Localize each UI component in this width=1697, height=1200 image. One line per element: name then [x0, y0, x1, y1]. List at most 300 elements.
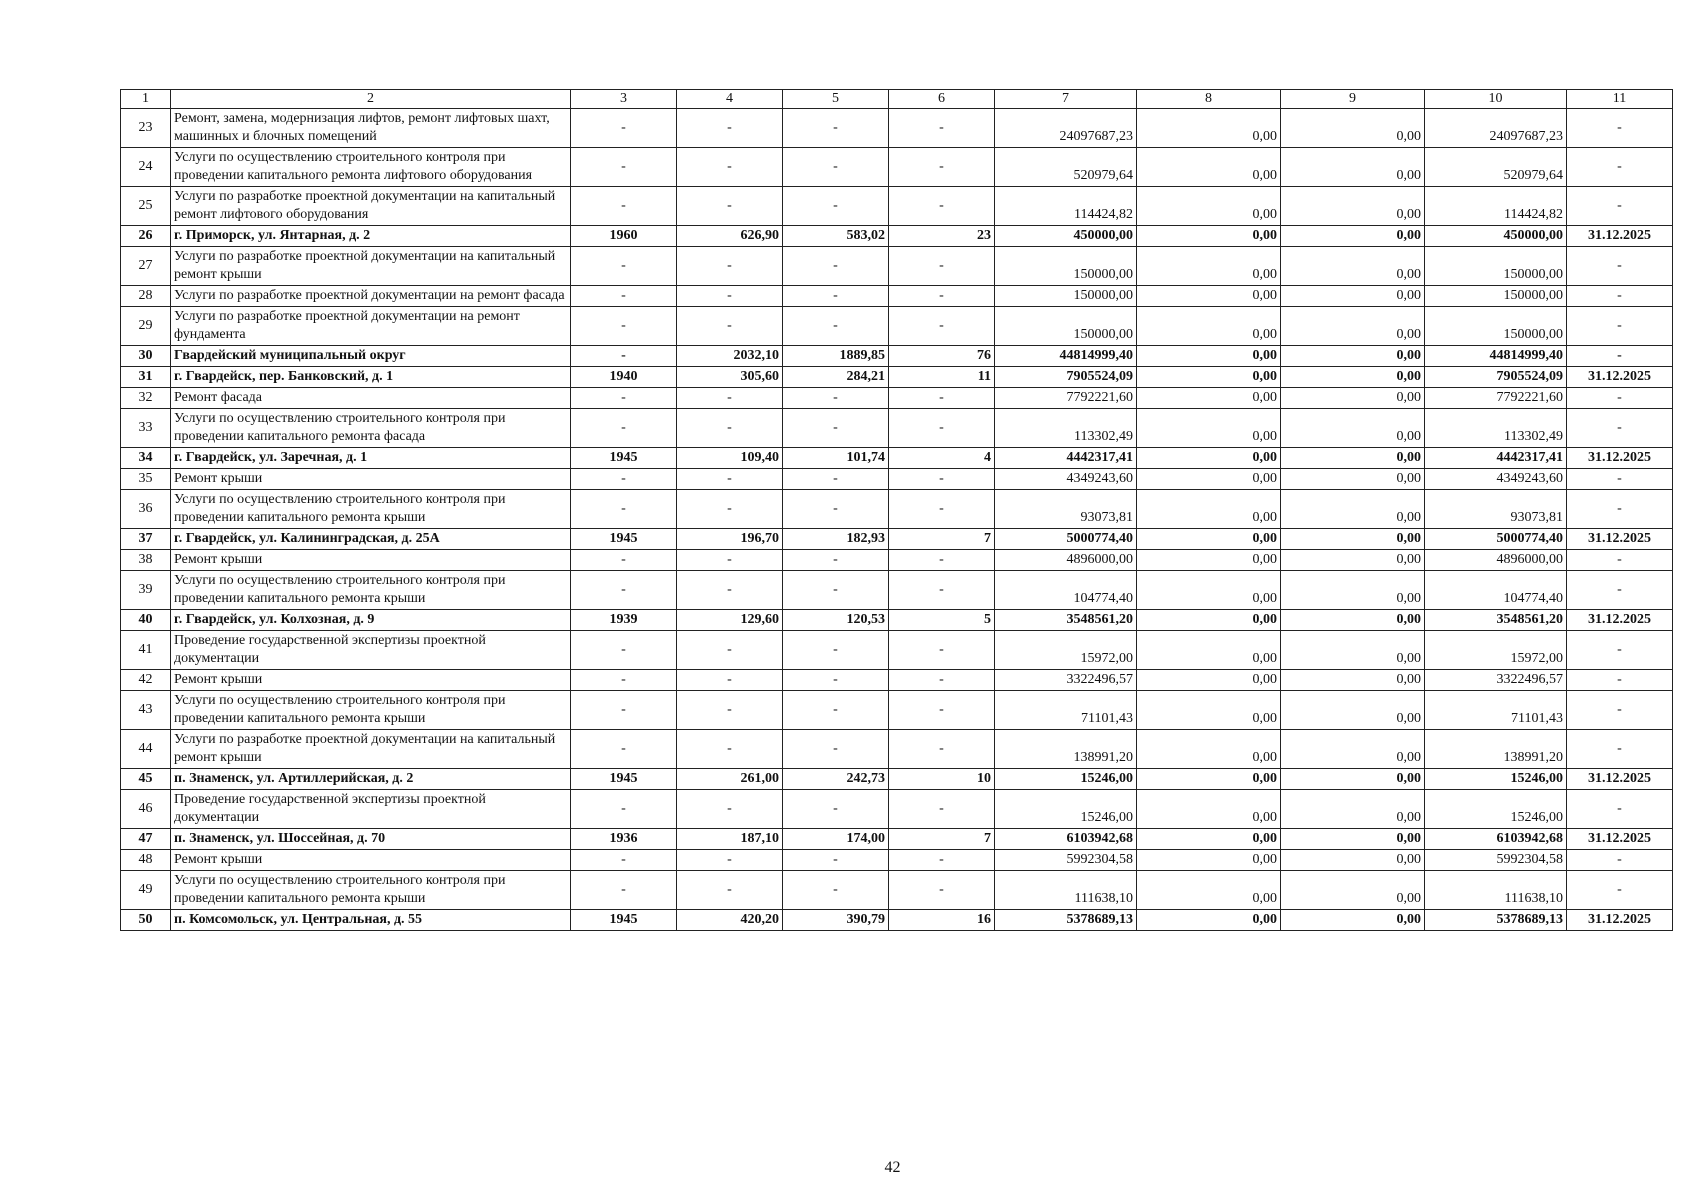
col4-cell: -: [677, 187, 783, 226]
col10-cell: 520979,64: [1425, 148, 1567, 187]
col11-cell: 31.12.2025: [1567, 367, 1673, 388]
col11-cell: 31.12.2025: [1567, 610, 1673, 631]
col3-cell: -: [571, 148, 677, 187]
column-number-header: 9: [1281, 90, 1425, 109]
col6-cell: -: [889, 790, 995, 829]
col11-cell: 31.12.2025: [1567, 910, 1673, 931]
item-name-cell: Услуги по осуществлению строительного контроля при проведении капитального ремонта фасада: [171, 409, 571, 448]
col5-cell: -: [783, 307, 889, 346]
table-row: [121, 409, 1673, 448]
col11-cell: -: [1567, 670, 1673, 691]
col8-cell: 0,00: [1137, 490, 1281, 529]
col11-cell: 31.12.2025: [1567, 829, 1673, 850]
col6-cell: -: [889, 571, 995, 610]
row-number-cell: 50: [121, 910, 171, 931]
item-name-cell: Ремонт фасада: [171, 388, 571, 409]
col9-cell: 0,00: [1281, 670, 1425, 691]
col3-cell: -: [571, 409, 677, 448]
table-row: [121, 730, 1673, 769]
col10-cell: 111638,10: [1425, 871, 1567, 910]
col7-cell: 4349243,60: [995, 469, 1137, 490]
col5-cell: 390,79: [783, 910, 889, 931]
col3-cell: 1960: [571, 226, 677, 247]
col11-cell: 31.12.2025: [1567, 769, 1673, 790]
col8-cell: 0,00: [1137, 109, 1281, 148]
col8-cell: 0,00: [1137, 187, 1281, 226]
col4-cell: -: [677, 670, 783, 691]
col7-cell: 150000,00: [995, 307, 1137, 346]
col5-cell: 284,21: [783, 367, 889, 388]
row-number-cell: 40: [121, 610, 171, 631]
col6-cell: -: [889, 490, 995, 529]
col9-cell: 0,00: [1281, 247, 1425, 286]
col4-cell: -: [677, 691, 783, 730]
col4-cell: 129,60: [677, 610, 783, 631]
item-name-cell: Ремонт крыши: [171, 670, 571, 691]
row-number-cell: 43: [121, 691, 171, 730]
table-row: [121, 346, 1673, 367]
col5-cell: -: [783, 871, 889, 910]
item-name-cell: Услуги по разработке проектной документации на капитальный ремонт крыши: [171, 730, 571, 769]
item-name-cell: Проведение государственной экспертизы проектной документации: [171, 631, 571, 670]
col11-cell: -: [1567, 850, 1673, 871]
col4-cell: 109,40: [677, 448, 783, 469]
col11-cell: -: [1567, 409, 1673, 448]
col4-cell: -: [677, 730, 783, 769]
col8-cell: 0,00: [1137, 226, 1281, 247]
col8-cell: 0,00: [1137, 871, 1281, 910]
col6-cell: -: [889, 247, 995, 286]
row-number-cell: 31: [121, 367, 171, 388]
col6-cell: 7: [889, 529, 995, 550]
col11-cell: -: [1567, 109, 1673, 148]
col8-cell: 0,00: [1137, 307, 1281, 346]
col5-cell: -: [783, 790, 889, 829]
col9-cell: 0,00: [1281, 850, 1425, 871]
col8-cell: 0,00: [1137, 367, 1281, 388]
col8-cell: 0,00: [1137, 610, 1281, 631]
col9-cell: 0,00: [1281, 610, 1425, 631]
col6-cell: -: [889, 187, 995, 226]
col5-cell: -: [783, 670, 889, 691]
item-name-cell: г. Приморск, ул. Янтарная, д. 2: [171, 226, 571, 247]
col4-cell: 261,00: [677, 769, 783, 790]
col7-cell: 114424,82: [995, 187, 1137, 226]
col11-cell: -: [1567, 730, 1673, 769]
col8-cell: 0,00: [1137, 346, 1281, 367]
column-number-header: 6: [889, 90, 995, 109]
col6-cell: -: [889, 850, 995, 871]
col10-cell: 7792221,60: [1425, 388, 1567, 409]
col4-cell: -: [677, 490, 783, 529]
item-name-cell: г. Гвардейск, пер. Банковский, д. 1: [171, 367, 571, 388]
col9-cell: 0,00: [1281, 730, 1425, 769]
col6-cell: -: [889, 670, 995, 691]
table-row: [121, 247, 1673, 286]
column-number-header: 5: [783, 90, 889, 109]
col5-cell: -: [783, 691, 889, 730]
col5-cell: 182,93: [783, 529, 889, 550]
col11-cell: -: [1567, 871, 1673, 910]
page-number: 42: [884, 1159, 901, 1176]
row-number-cell: 48: [121, 850, 171, 871]
col8-cell: 0,00: [1137, 286, 1281, 307]
col10-cell: 44814999,40: [1425, 346, 1567, 367]
col9-cell: 0,00: [1281, 346, 1425, 367]
table-row: [121, 850, 1673, 871]
table-row: [121, 910, 1673, 931]
col7-cell: 113302,49: [995, 409, 1137, 448]
item-name-cell: Услуги по осуществлению строительного контроля при проведении капитального ремонта лифтового оборудования: [171, 148, 571, 187]
col9-cell: 0,00: [1281, 226, 1425, 247]
row-number-cell: 45: [121, 769, 171, 790]
col10-cell: 15246,00: [1425, 769, 1567, 790]
col8-cell: 0,00: [1137, 850, 1281, 871]
col6-cell: 76: [889, 346, 995, 367]
col9-cell: 0,00: [1281, 691, 1425, 730]
table-row: [121, 286, 1673, 307]
col4-cell: -: [677, 571, 783, 610]
col3-cell: -: [571, 850, 677, 871]
col6-cell: 23: [889, 226, 995, 247]
col3-cell: -: [571, 790, 677, 829]
col9-cell: 0,00: [1281, 490, 1425, 529]
table-row: [121, 109, 1673, 148]
col8-cell: 0,00: [1137, 550, 1281, 571]
col5-cell: -: [783, 730, 889, 769]
col8-cell: 0,00: [1137, 790, 1281, 829]
row-number-cell: 30: [121, 346, 171, 367]
col9-cell: 0,00: [1281, 829, 1425, 850]
col5-cell: -: [783, 571, 889, 610]
col5-cell: -: [783, 388, 889, 409]
col8-cell: 0,00: [1137, 730, 1281, 769]
col6-cell: -: [889, 148, 995, 187]
row-number-cell: 33: [121, 409, 171, 448]
col7-cell: 44814999,40: [995, 346, 1137, 367]
col3-cell: -: [571, 346, 677, 367]
item-name-cell: Услуги по разработке проектной документации на капитальный ремонт лифтового оборудования: [171, 187, 571, 226]
col4-cell: -: [677, 109, 783, 148]
item-name-cell: г. Гвардейск, ул. Заречная, д. 1: [171, 448, 571, 469]
col11-cell: 31.12.2025: [1567, 529, 1673, 550]
col9-cell: 0,00: [1281, 187, 1425, 226]
col7-cell: 4442317,41: [995, 448, 1137, 469]
col10-cell: 4349243,60: [1425, 469, 1567, 490]
col9-cell: 0,00: [1281, 307, 1425, 346]
col9-cell: 0,00: [1281, 286, 1425, 307]
col3-cell: -: [571, 247, 677, 286]
item-name-cell: п. Знаменск, ул. Артиллерийская, д. 2: [171, 769, 571, 790]
row-number-cell: 26: [121, 226, 171, 247]
item-name-cell: г. Гвардейск, ул. Калининградская, д. 25А: [171, 529, 571, 550]
col9-cell: 0,00: [1281, 550, 1425, 571]
col5-cell: -: [783, 850, 889, 871]
col8-cell: 0,00: [1137, 448, 1281, 469]
col9-cell: 0,00: [1281, 469, 1425, 490]
col6-cell: 16: [889, 910, 995, 931]
col10-cell: 138991,20: [1425, 730, 1567, 769]
col7-cell: 93073,81: [995, 490, 1137, 529]
table-row: [121, 790, 1673, 829]
col5-cell: -: [783, 490, 889, 529]
col5-cell: 174,00: [783, 829, 889, 850]
item-name-cell: Ремонт крыши: [171, 469, 571, 490]
col7-cell: 6103942,68: [995, 829, 1137, 850]
col5-cell: 120,53: [783, 610, 889, 631]
col9-cell: 0,00: [1281, 571, 1425, 610]
col7-cell: 520979,64: [995, 148, 1137, 187]
table-row: [121, 631, 1673, 670]
col7-cell: 3322496,57: [995, 670, 1137, 691]
col8-cell: 0,00: [1137, 148, 1281, 187]
col6-cell: -: [889, 409, 995, 448]
col6-cell: -: [889, 730, 995, 769]
col7-cell: 15246,00: [995, 790, 1137, 829]
row-number-cell: 34: [121, 448, 171, 469]
col10-cell: 150000,00: [1425, 247, 1567, 286]
col9-cell: 0,00: [1281, 631, 1425, 670]
col7-cell: 15972,00: [995, 631, 1137, 670]
row-number-cell: 41: [121, 631, 171, 670]
col6-cell: -: [889, 286, 995, 307]
row-number-cell: 23: [121, 109, 171, 148]
col10-cell: 5000774,40: [1425, 529, 1567, 550]
col4-cell: 626,90: [677, 226, 783, 247]
col5-cell: -: [783, 247, 889, 286]
item-name-cell: Услуги по осуществлению строительного контроля при проведении капитального ремонта крыши: [171, 691, 571, 730]
col4-cell: 305,60: [677, 367, 783, 388]
col4-cell: 196,70: [677, 529, 783, 550]
col4-cell: -: [677, 469, 783, 490]
col3-cell: -: [571, 631, 677, 670]
col8-cell: 0,00: [1137, 571, 1281, 610]
col8-cell: 0,00: [1137, 829, 1281, 850]
table-row: [121, 388, 1673, 409]
table-row: [121, 769, 1673, 790]
col3-cell: 1939: [571, 610, 677, 631]
col7-cell: 138991,20: [995, 730, 1137, 769]
col11-cell: -: [1567, 346, 1673, 367]
col4-cell: 420,20: [677, 910, 783, 931]
col5-cell: -: [783, 550, 889, 571]
column-number-header: 2: [171, 90, 571, 109]
col7-cell: 71101,43: [995, 691, 1137, 730]
column-number-header: 1: [121, 90, 171, 109]
col9-cell: 0,00: [1281, 148, 1425, 187]
col10-cell: 3548561,20: [1425, 610, 1567, 631]
col8-cell: 0,00: [1137, 247, 1281, 286]
item-name-cell: г. Гвардейск, ул. Колхозная, д. 9: [171, 610, 571, 631]
col9-cell: 0,00: [1281, 109, 1425, 148]
col11-cell: 31.12.2025: [1567, 448, 1673, 469]
table-row: [121, 490, 1673, 529]
col3-cell: 1945: [571, 910, 677, 931]
col6-cell: 7: [889, 829, 995, 850]
col9-cell: 0,00: [1281, 529, 1425, 550]
col10-cell: 104774,40: [1425, 571, 1567, 610]
col4-cell: -: [677, 850, 783, 871]
col10-cell: 71101,43: [1425, 691, 1567, 730]
row-number-cell: 32: [121, 388, 171, 409]
col4-cell: -: [677, 871, 783, 910]
row-number-cell: 47: [121, 829, 171, 850]
table-row: [121, 529, 1673, 550]
row-number-cell: 29: [121, 307, 171, 346]
col3-cell: -: [571, 307, 677, 346]
table-row: [121, 148, 1673, 187]
col7-cell: 150000,00: [995, 247, 1137, 286]
column-number-header: 8: [1137, 90, 1281, 109]
col3-cell: 1940: [571, 367, 677, 388]
column-number-header: 3: [571, 90, 677, 109]
item-name-cell: Ремонт крыши: [171, 850, 571, 871]
table-row: [121, 307, 1673, 346]
data-table: [120, 89, 1673, 931]
item-name-cell: Услуги по осуществлению строительного контроля при проведении капитального ремонта крыши: [171, 490, 571, 529]
col8-cell: 0,00: [1137, 388, 1281, 409]
item-name-cell: Проведение государственной экспертизы проектной документации: [171, 790, 571, 829]
item-name-cell: Ремонт крыши: [171, 550, 571, 571]
col9-cell: 0,00: [1281, 388, 1425, 409]
col10-cell: 15972,00: [1425, 631, 1567, 670]
table-row: [121, 550, 1673, 571]
col7-cell: 5000774,40: [995, 529, 1137, 550]
col5-cell: -: [783, 187, 889, 226]
col3-cell: -: [571, 388, 677, 409]
col11-cell: -: [1567, 307, 1673, 346]
col3-cell: 1945: [571, 769, 677, 790]
table-row: [121, 448, 1673, 469]
col9-cell: 0,00: [1281, 790, 1425, 829]
col5-cell: 1889,85: [783, 346, 889, 367]
col10-cell: 7905524,09: [1425, 367, 1567, 388]
table-row: [121, 469, 1673, 490]
col5-cell: -: [783, 409, 889, 448]
col6-cell: 10: [889, 769, 995, 790]
col3-cell: -: [571, 550, 677, 571]
column-number-header: 10: [1425, 90, 1567, 109]
col6-cell: 11: [889, 367, 995, 388]
item-name-cell: Услуги по разработке проектной документации на ремонт фундамента: [171, 307, 571, 346]
col10-cell: 113302,49: [1425, 409, 1567, 448]
col11-cell: -: [1567, 469, 1673, 490]
col4-cell: 2032,10: [677, 346, 783, 367]
col10-cell: 114424,82: [1425, 187, 1567, 226]
table-row: [121, 691, 1673, 730]
col11-cell: -: [1567, 790, 1673, 829]
col7-cell: 15246,00: [995, 769, 1137, 790]
col4-cell: -: [677, 550, 783, 571]
col11-cell: -: [1567, 571, 1673, 610]
item-name-cell: Услуги по разработке проектной документации на капитальный ремонт крыши: [171, 247, 571, 286]
column-number-header: 7: [995, 90, 1137, 109]
col3-cell: -: [571, 571, 677, 610]
col4-cell: -: [677, 409, 783, 448]
col8-cell: 0,00: [1137, 670, 1281, 691]
col7-cell: 5378689,13: [995, 910, 1137, 931]
col5-cell: -: [783, 469, 889, 490]
item-name-cell: Ремонт, замена, модернизация лифтов, ремонт лифтовых шахт, машинных и блочных помещений: [171, 109, 571, 148]
item-name-cell: Гвардейский муниципальный округ: [171, 346, 571, 367]
row-number-cell: 38: [121, 550, 171, 571]
col3-cell: -: [571, 286, 677, 307]
col8-cell: 0,00: [1137, 691, 1281, 730]
col3-cell: -: [571, 109, 677, 148]
col3-cell: -: [571, 871, 677, 910]
col6-cell: -: [889, 307, 995, 346]
col6-cell: 5: [889, 610, 995, 631]
col7-cell: 7792221,60: [995, 388, 1137, 409]
table-row: [121, 367, 1673, 388]
col10-cell: 93073,81: [1425, 490, 1567, 529]
col4-cell: -: [677, 286, 783, 307]
col4-cell: -: [677, 790, 783, 829]
col4-cell: -: [677, 388, 783, 409]
row-number-cell: 36: [121, 490, 171, 529]
col7-cell: 24097687,23: [995, 109, 1137, 148]
table-row: [121, 610, 1673, 631]
col7-cell: 5992304,58: [995, 850, 1137, 871]
col5-cell: 242,73: [783, 769, 889, 790]
col11-cell: -: [1567, 388, 1673, 409]
row-number-cell: 42: [121, 670, 171, 691]
col10-cell: 5378689,13: [1425, 910, 1567, 931]
table-row: [121, 226, 1673, 247]
col11-cell: -: [1567, 286, 1673, 307]
col8-cell: 0,00: [1137, 769, 1281, 790]
col9-cell: 0,00: [1281, 871, 1425, 910]
col6-cell: -: [889, 550, 995, 571]
col11-cell: -: [1567, 148, 1673, 187]
table-row: [121, 670, 1673, 691]
col9-cell: 0,00: [1281, 409, 1425, 448]
row-number-cell: 49: [121, 871, 171, 910]
col3-cell: -: [571, 670, 677, 691]
row-number-cell: 46: [121, 790, 171, 829]
col6-cell: -: [889, 388, 995, 409]
row-number-cell: 44: [121, 730, 171, 769]
col7-cell: 150000,00: [995, 286, 1137, 307]
col10-cell: 3322496,57: [1425, 670, 1567, 691]
col10-cell: 6103942,68: [1425, 829, 1567, 850]
col5-cell: 583,02: [783, 226, 889, 247]
row-number-cell: 35: [121, 469, 171, 490]
col11-cell: -: [1567, 550, 1673, 571]
col3-cell: -: [571, 490, 677, 529]
col7-cell: 450000,00: [995, 226, 1137, 247]
col4-cell: -: [677, 631, 783, 670]
col3-cell: -: [571, 187, 677, 226]
item-name-cell: Услуги по осуществлению строительного контроля при проведении капитального ремонта крыши: [171, 571, 571, 610]
table-row: [121, 187, 1673, 226]
item-name-cell: Услуги по осуществлению строительного контроля при проведении капитального ремонта крыши: [171, 871, 571, 910]
col9-cell: 0,00: [1281, 769, 1425, 790]
col6-cell: -: [889, 469, 995, 490]
col10-cell: 24097687,23: [1425, 109, 1567, 148]
col3-cell: -: [571, 730, 677, 769]
item-name-cell: п. Знаменск, ул. Шоссейная, д. 70: [171, 829, 571, 850]
col11-cell: -: [1567, 631, 1673, 670]
col10-cell: 5992304,58: [1425, 850, 1567, 871]
col6-cell: -: [889, 109, 995, 148]
col3-cell: 1936: [571, 829, 677, 850]
col10-cell: 150000,00: [1425, 307, 1567, 346]
item-name-cell: п. Комсомольск, ул. Центральная, д. 55: [171, 910, 571, 931]
row-number-cell: 39: [121, 571, 171, 610]
col8-cell: 0,00: [1137, 631, 1281, 670]
col8-cell: 0,00: [1137, 529, 1281, 550]
